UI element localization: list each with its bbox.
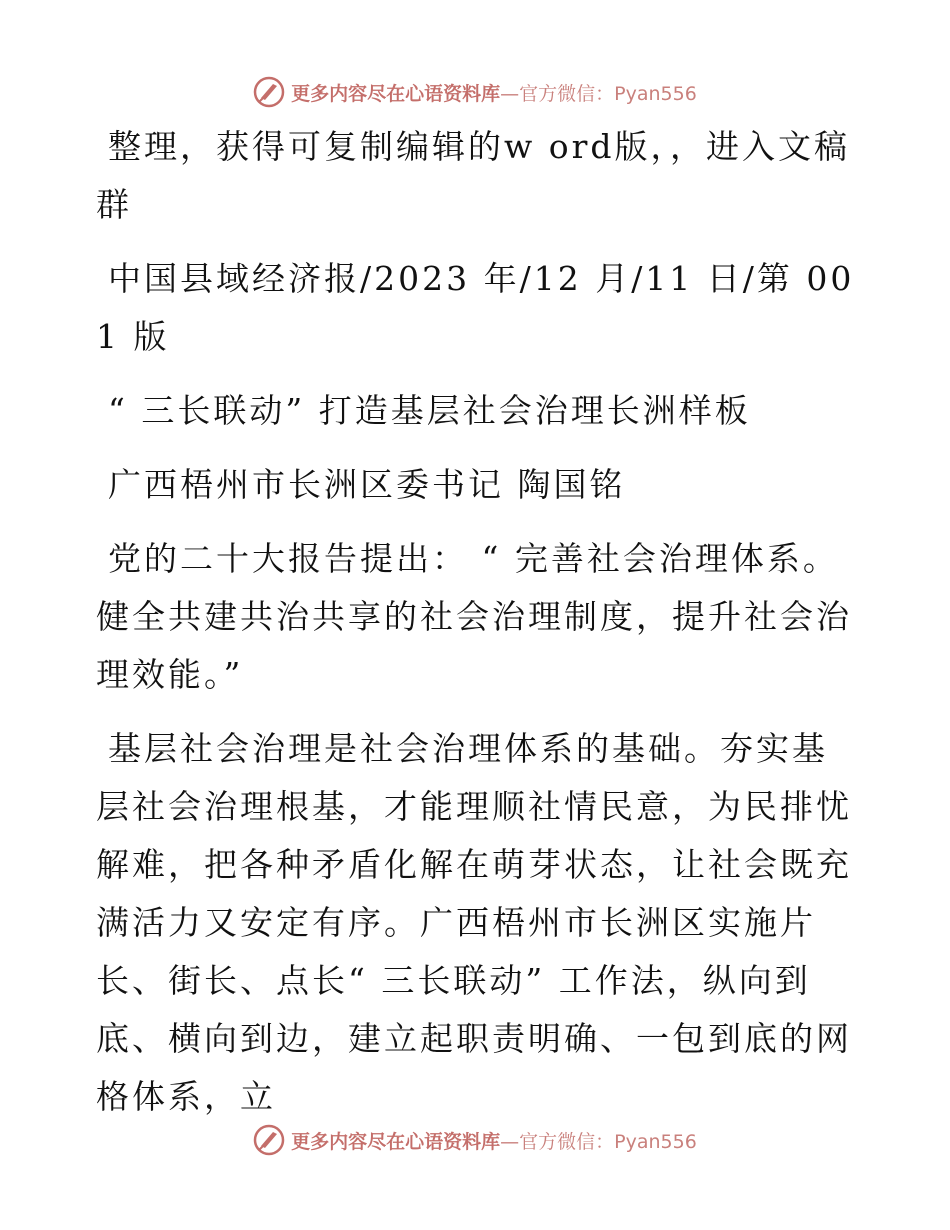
footer-watermark <box>0 1120 950 1160</box>
paragraph-source-text: 中国县域经济报/2023 年/12 月/11 日/第 001 版 <box>96 259 855 356</box>
header-brand: 更多内容尽在心语资料库 <box>291 82 501 105</box>
article-author <box>96 456 856 514</box>
header-watermark <box>0 72 950 112</box>
quill-pen-logo-icon <box>253 76 285 108</box>
paragraph-quote-text: 党的二十大报告提出： “ 完善社会治理体系。健全共建共治共享的社会治理制度，提升社会治理效能。” <box>96 539 852 694</box>
footer-brand: 更多内容尽在心语资料库 <box>291 1130 501 1153</box>
header-wechat: 官方微信：Pyan556 <box>519 82 697 105</box>
paragraph-source <box>96 250 856 366</box>
document-body <box>96 118 856 1142</box>
header-separator: — <box>500 82 520 105</box>
footer-watermark-text <box>291 1127 697 1154</box>
paragraph-intro <box>96 118 856 234</box>
paragraph-quote <box>96 530 856 704</box>
footer-separator: — <box>500 1130 520 1153</box>
paragraph-body-text: 基层社会治理是社会治理体系的基础。夯实基层社会治理根基，才能理顺社情民意，为民排忧解难，把各种矛盾化解在萌芽状态，让社会既充满活力又安定有序。广西梧州市长洲区实施片长、街长、点长“ 三长联动” 工作法，纵向到底、横向到边，建立起职责明确、一包到底的网格体系，立 <box>96 729 852 1116</box>
paragraph-body <box>96 720 856 1126</box>
article-title-text: “ 三长联动” 打造基层社会治理长洲样板 <box>108 391 751 430</box>
article-author-text: 广西梧州市长洲区委书记 陶国铭 <box>108 465 626 504</box>
paragraph-intro-text: 整理，获得可复制编辑的w ord版，，进入文稿群 <box>96 127 851 224</box>
footer-wechat: 官方微信：Pyan556 <box>519 1130 697 1153</box>
article-title <box>96 382 856 440</box>
header-watermark-text <box>291 79 697 106</box>
quill-pen-logo-icon <box>253 1124 285 1156</box>
